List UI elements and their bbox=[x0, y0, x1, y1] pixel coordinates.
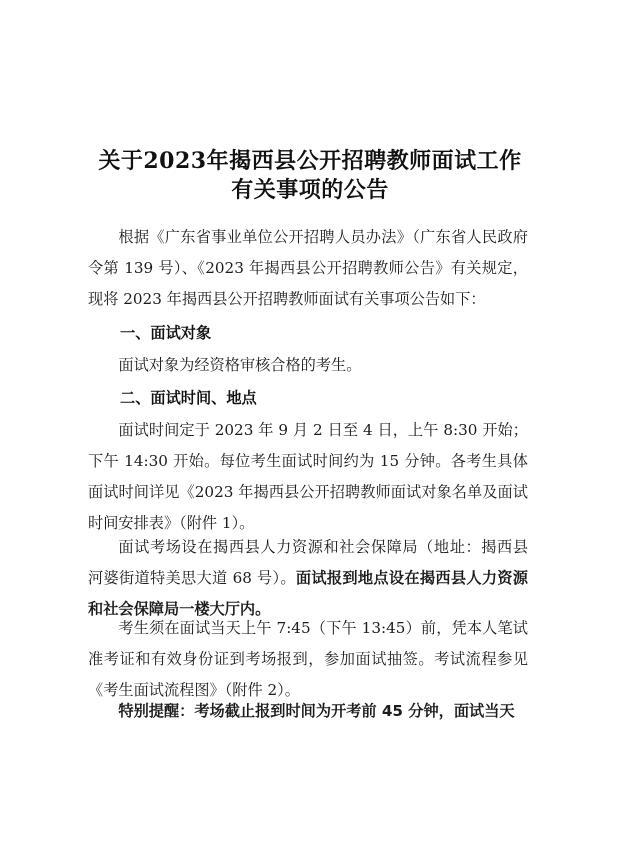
special-notice-label: 特别提醒： bbox=[118, 702, 195, 720]
checkin-location-text: 面试报到地点设在揭西县人力资源和社会保障局一楼大厅内。 bbox=[88, 569, 528, 618]
section-1-heading: 一、面试对象 bbox=[120, 324, 212, 342]
section-1-text: 面试对象为经资格审核合格的考生。 bbox=[118, 356, 362, 374]
special-notice-text: 考场截止报到时间为开考前 45 分钟，面试当天 bbox=[194, 702, 515, 720]
document-title-line-1: 关于2023年揭西县公开招聘教师面试工作 bbox=[98, 148, 522, 174]
section-2-location-paragraph bbox=[88, 532, 528, 625]
location-text: 面试考场设在揭西县人力资源和社会保障局（地址：揭西县河婆街道特美思大道 68 号）。 bbox=[88, 538, 528, 587]
document-title-line-2: 有关事项的公告 bbox=[231, 177, 389, 203]
section-2-heading: 二、面试时间、地点 bbox=[120, 389, 257, 407]
special-notice-paragraph bbox=[88, 696, 528, 727]
section-2-time-paragraph: 面试时间定于 2023 年 9 月 2 日至 4 日，上午 8:30 开始；下午 14:30 开始。每位考生面试时间约为 15 分钟。各考生具体面试时间详见《2023 年揭西县公开招聘教师面试对象名单及面试时间安排表》（附件 1）。 bbox=[88, 421, 528, 532]
section-2-checkin-paragraph: 考生须在面试当天上午 7:45（下午 13:45）前，凭本人笔试准考证和有效身份证到考场报到，参加面试抽签。考试流程参见《考生面试流程图》（附件 2）。 bbox=[88, 619, 528, 699]
intro-paragraph: 根据《广东省事业单位公开招聘人员办法》（广东省人民政府令第 139 号）、《2023 年揭西县公开招聘教师公告》有关规定，现将 2023 年揭西县公开招聘教师面试有关事项公告如下： bbox=[88, 228, 528, 308]
